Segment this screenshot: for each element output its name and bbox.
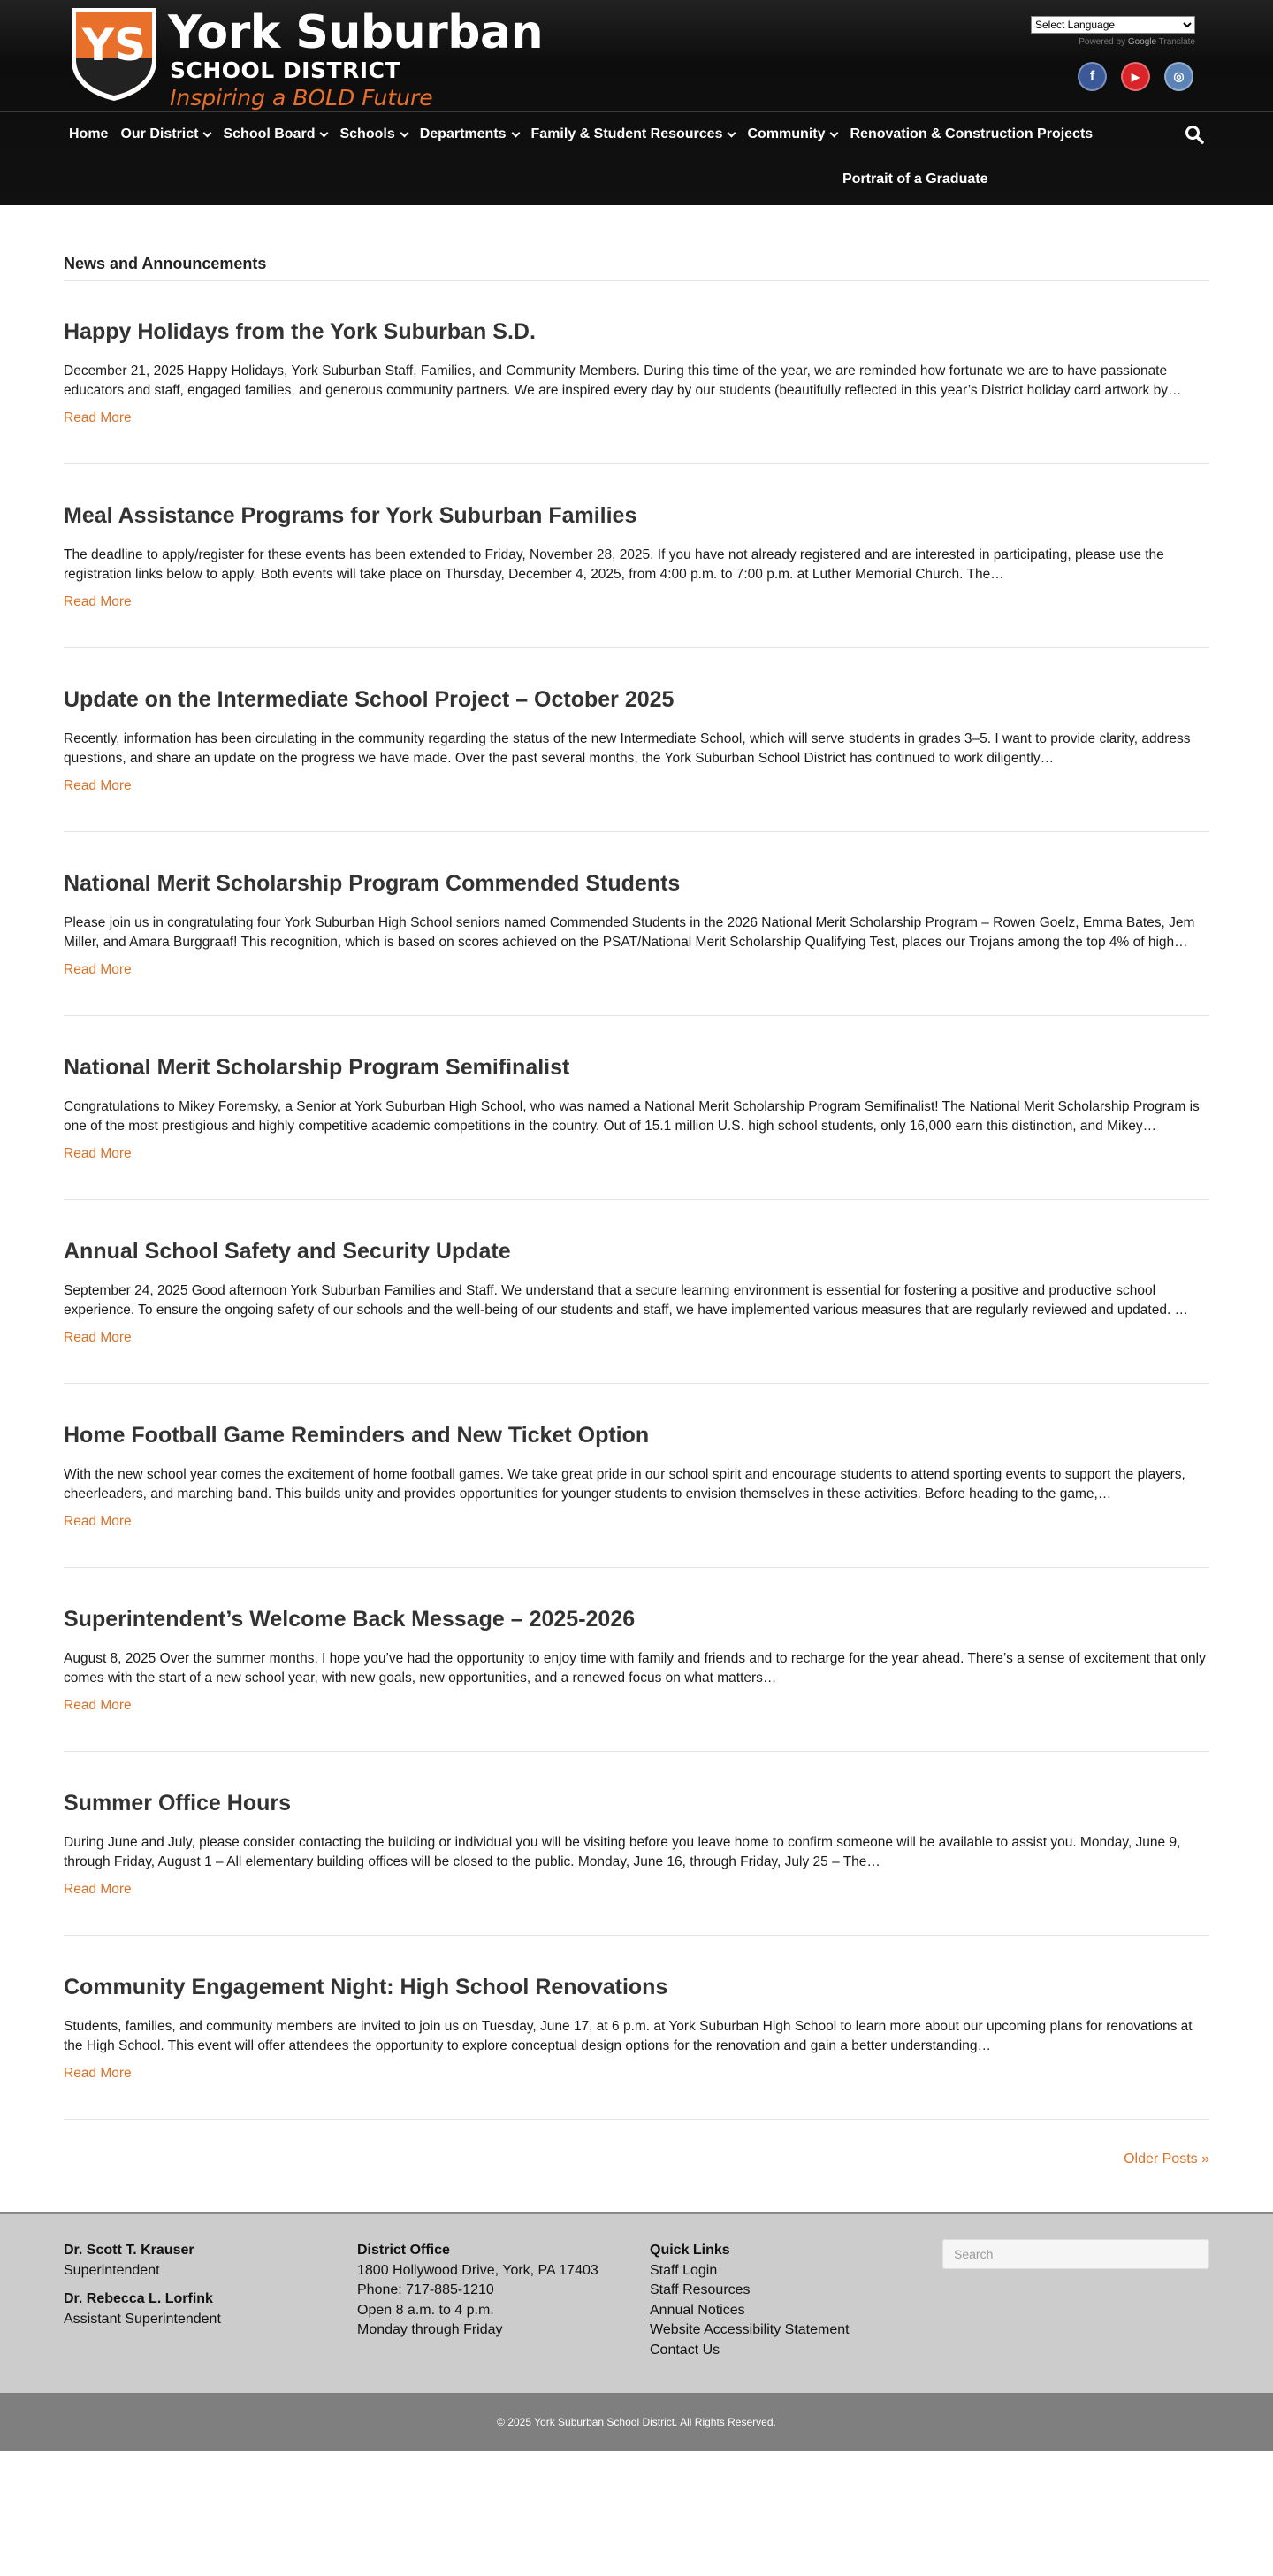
read-more-link[interactable]: Read More xyxy=(64,1514,132,1529)
nav-item-portrait-of-a-graduate[interactable]: Portrait of a Graduate xyxy=(842,172,988,187)
office-address: 1800 Hollywood Drive, York, PA 17403 xyxy=(357,2262,598,2278)
nav-item-community[interactable]: Community xyxy=(747,126,837,142)
post-title[interactable]: Meal Assistance Programs for York Suburban Families xyxy=(64,503,637,528)
read-more-link[interactable]: Read More xyxy=(64,778,132,793)
district-office-heading: District Office xyxy=(357,2243,450,2258)
post-item xyxy=(64,1568,1209,1752)
post-excerpt: Students, families, and community members are invited to join us on Tuesday, June 17, at 6 p.m. at York Suburban High School to learn more about our upcoming plans for renovations at the High School. This event will offer attendees the opportunity to explore conceptual design options for the renovation and gain a better understanding… xyxy=(64,2019,1193,2053)
post-title[interactable]: Update on the Intermediate School Project – October 2025 xyxy=(64,687,675,712)
read-more-link[interactable]: Read More xyxy=(64,1698,132,1713)
youtube-icon[interactable]: ▶ xyxy=(1121,62,1150,91)
powered-by-google: Google xyxy=(1127,37,1157,47)
post-title[interactable]: Annual School Safety and Security Update xyxy=(64,1239,511,1264)
post-excerpt: December 21, 2025 Happy Holidays, York Suburban Staff, Families, and Community Members. During this time of the year, we are reminded how fortunate we are to have passionate educators and staff, engaged families, and generous community partners. We are inspired every day by our students (beautifully reflected in this year’s District holiday card artwork by… xyxy=(64,363,1182,398)
post-title[interactable]: National Merit Scholarship Program Commended Students xyxy=(64,871,681,896)
quick-link-contact-us[interactable]: Contact Us xyxy=(650,2342,720,2358)
read-more-link[interactable]: Read More xyxy=(64,962,132,977)
copyright-bar xyxy=(0,2393,1273,2451)
post-excerpt: During June and July, please consider contacting the building or individual you will be visiting before you leave home to confirm someone will be available to assist you. Monday, June 9, through Friday, August 1 – All elementary building offices will be closed to the public. Monday, June 16, through Friday, July 25 – The… xyxy=(64,1835,1181,1869)
copyright-text: © 2025 York Suburban School District. All Rights Reserved. xyxy=(497,2416,776,2428)
post-excerpt: Congratulations to Mikey Foremsky, a Senior at York Suburban High School, who was named a National Merit Scholarship Program Semifinalist! The National Merit Scholarship Program is one of the most prestigious and highly competitive academic competitions in the country. Out of 15.1 million U.S. high school students, only 16,000 earn this distinction, and Mikey… xyxy=(64,1099,1200,1134)
chevron-down-icon xyxy=(400,128,408,137)
post-title[interactable]: Community Engagement Night: High School Renovations xyxy=(64,1975,668,1999)
nav-item-school-board[interactable]: School Board xyxy=(223,126,327,142)
post-title[interactable]: Summer Office Hours xyxy=(64,1791,292,1815)
chevron-down-icon xyxy=(511,128,520,137)
main-nav xyxy=(69,112,1204,205)
nav-item-renovation-construction[interactable]: Renovation & Construction Projects xyxy=(850,126,1094,141)
chevron-down-icon xyxy=(203,128,212,137)
logo-tagline: Inspiring a BOLD Future xyxy=(170,85,433,111)
post-excerpt: With the new school year comes the excitement of home football games. We take great pride in our school spirit and encourage students to attend sporting events to support the players, cheerleaders, and marching band. This builds unity and provides opportunities for younger students to envision themselves in these activities. Before heading to the game,… xyxy=(64,1467,1185,1502)
post-excerpt: The deadline to apply/register for these events has been extended to Friday, November 28, 2025. If you have not already registered and are interested in participating, please use the registration links below to apply. Both events will take place on Thursday, December 4, 2025, from 4:00 p.m. to 7:00 p.m. at Luther Memorial Church. The… xyxy=(64,547,1164,582)
logo-text xyxy=(168,7,543,113)
post-excerpt: August 8, 2025 Over the summer months, I hope you’ve had the opportunity to enjoy time with family and friends and to recharge for the year ahead. There’s a sense of excitement that only comes with the start of a new school year, with new goals, new opportunities, and a renewed focus on what matters… xyxy=(64,1651,1206,1685)
post-title[interactable]: Superintendent’s Welcome Back Message – 2025-2026 xyxy=(64,1607,636,1632)
footer-district-office xyxy=(357,2241,598,2341)
read-more-link[interactable]: Read More xyxy=(64,2066,132,2081)
older-posts-link[interactable]: Older Posts » xyxy=(1124,2152,1209,2167)
office-days: Monday through Friday xyxy=(357,2322,503,2337)
post-title[interactable]: Home Football Game Reminders and New Ticket Option xyxy=(64,1423,650,1448)
powered-by-translate xyxy=(1031,37,1195,47)
read-more-link[interactable]: Read More xyxy=(64,410,132,425)
read-more-link[interactable]: Read More xyxy=(64,594,132,609)
post-item xyxy=(64,648,1209,832)
language-select[interactable] xyxy=(1031,16,1195,34)
office-phone: Phone: 717-885-1210 xyxy=(357,2282,494,2297)
powered-by-suffix[interactable]: Translate xyxy=(1158,37,1195,47)
post-item xyxy=(64,281,1209,464)
nav-row xyxy=(69,112,1204,157)
post-item xyxy=(64,464,1209,648)
assistant-superintendent-role: Assistant Superintendent xyxy=(64,2311,221,2327)
post-item xyxy=(64,1200,1209,1384)
site-logo[interactable] xyxy=(69,5,543,113)
superintendent-role: Superintendent xyxy=(64,2262,160,2278)
google-translate xyxy=(1031,16,1195,47)
section-title: News and Announcements xyxy=(64,255,1209,281)
nav-item-schools[interactable]: Schools xyxy=(339,126,407,142)
footer-inner xyxy=(64,2214,1209,2393)
nav-item-home[interactable]: Home xyxy=(69,126,109,141)
chevron-down-icon xyxy=(830,128,839,137)
post-excerpt: September 24, 2025 Good afternoon York Suburban Families and Staff. We understand that a secure learning environment is essential for fostering a positive and productive school experience. To ensure the ongoing safety of our schools and the well-being of our students and staff, we have implemented various measures that are regularly reviewed and updated. … xyxy=(64,1283,1189,1318)
read-more-link[interactable]: Read More xyxy=(64,1330,132,1345)
instagram-icon[interactable]: ◎ xyxy=(1164,62,1193,91)
chevron-down-icon xyxy=(320,128,329,137)
read-more-link[interactable]: Read More xyxy=(64,1882,132,1897)
footer-leadership xyxy=(64,2241,221,2329)
shield-logo-icon xyxy=(69,5,159,103)
post-excerpt: Please join us in congratulating four York Suburban High School seniors named Commended Students in the 2026 National Merit Scholarship Program – Rowen Goelz, Emma Bates, Jem Miller, and Amara Burggraaf! This recognition, which is based on scores achieved on the PSAT/National Merit Scholarship Qualifying Test, places our Trojans among the top 4% of high… xyxy=(64,915,1195,950)
site-header xyxy=(0,0,1273,205)
logo-title: York Suburban xyxy=(168,6,544,59)
post-item xyxy=(64,1936,1209,2120)
assistant-superintendent-name: Dr. Rebecca L. Lorfink xyxy=(64,2291,213,2306)
office-hours: Open 8 a.m. to 4 p.m. xyxy=(357,2302,494,2318)
quick-link-accessibility-statement[interactable]: Website Accessibility Statement xyxy=(650,2322,850,2337)
search-icon[interactable] xyxy=(1185,125,1204,144)
post-item xyxy=(64,1384,1209,1568)
quick-link-staff-resources[interactable]: Staff Resources xyxy=(650,2282,751,2297)
nav-item-our-district[interactable]: Our District xyxy=(120,126,210,142)
post-list xyxy=(64,281,1209,2120)
superintendent-name: Dr. Scott T. Krauser xyxy=(64,2243,194,2258)
nav-row-2 xyxy=(842,157,1000,203)
site-footer xyxy=(0,2212,1273,2393)
post-item xyxy=(64,1016,1209,1200)
header-topbar xyxy=(0,0,1273,111)
footer-quick-links xyxy=(650,2241,850,2360)
chevron-down-icon xyxy=(728,128,736,137)
quick-link-staff-login[interactable]: Staff Login xyxy=(650,2262,718,2278)
read-more-link[interactable]: Read More xyxy=(64,1146,132,1161)
logo-subtitle: SCHOOL DISTRICT xyxy=(170,57,400,83)
facebook-icon[interactable]: f xyxy=(1078,62,1107,91)
pagination xyxy=(64,2120,1209,2212)
nav-item-departments[interactable]: Departments xyxy=(420,126,519,142)
quick-links-heading: Quick Links xyxy=(650,2243,730,2258)
social-links xyxy=(1078,62,1193,91)
post-item xyxy=(64,832,1209,1016)
quick-link-annual-notices[interactable]: Annual Notices xyxy=(650,2302,745,2318)
post-excerpt: Recently, information has been circulating in the community regarding the status of the new Intermediate School, which will serve students in grades 3–5. I want to provide clarity, address questions, and share an update on the progress we have made. Over the past several months, the York Suburban School District has continued to work diligently… xyxy=(64,731,1191,766)
powered-by-prefix: Powered by xyxy=(1079,37,1126,47)
nav-item-family-student-resources[interactable]: Family & Student Resources xyxy=(531,126,736,142)
post-title[interactable]: Happy Holidays from the York Suburban S.D. xyxy=(64,319,536,344)
footer-search-input[interactable] xyxy=(942,2239,1209,2269)
main-content xyxy=(64,205,1209,2212)
logo-initials: YS xyxy=(81,19,147,71)
post-item xyxy=(64,1752,1209,1936)
post-title[interactable]: National Merit Scholarship Program Semifinalist xyxy=(64,1055,570,1080)
